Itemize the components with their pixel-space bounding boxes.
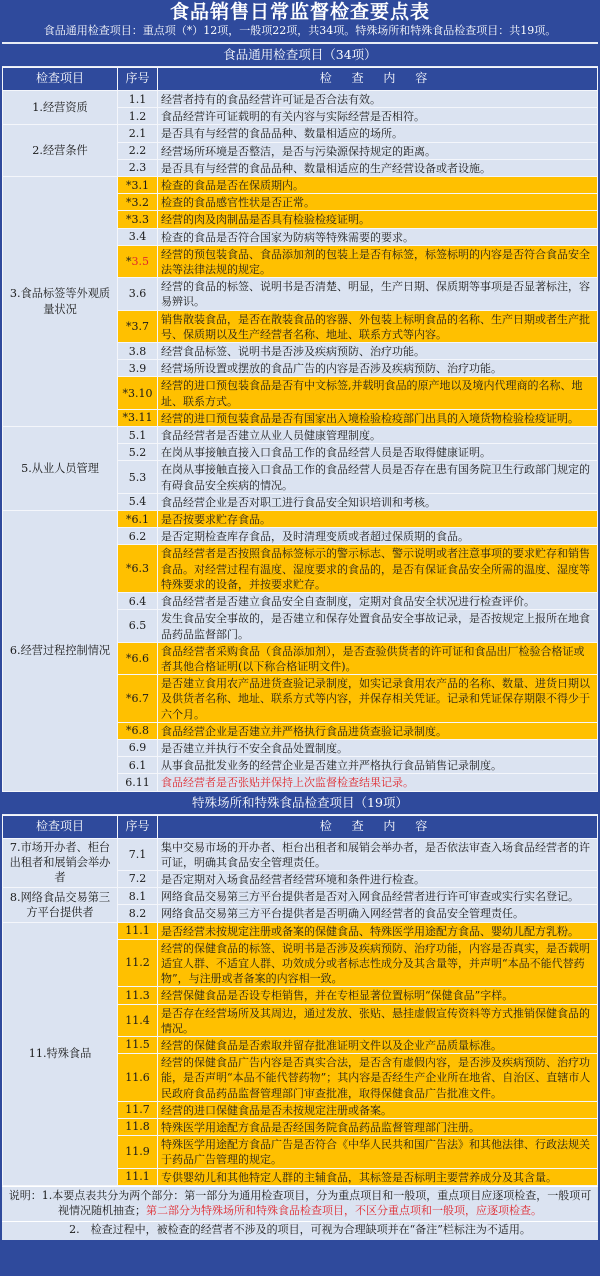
seq-cell: 6.1 [118,757,158,774]
seq-cell: 1.2 [118,108,158,125]
content-cell: 经营的肉及肉制品是否具有检验检疫证明。 [158,211,598,228]
column-header-category: 检查项目 [3,815,118,838]
seq-cell: *3.2 [118,194,158,211]
content-cell: 在岗从事接触直接入口食品工作的食品经营人员是否存在患有国务院卫生行政部门规定的有碍食品安全疾病的情况。 [158,461,598,493]
seq-cell: 6.11 [118,774,158,791]
seq-cell: *3.3 [118,211,158,228]
column-header-seq: 序号 [118,815,158,838]
column-header-seq: 序号 [118,68,158,91]
section-heading: 食品通用检查项目（34项） [2,44,598,67]
content-cell: 食品经营者是否建立从业人员健康管理制度。 [158,427,598,444]
inspection-sheet [2,0,598,1240]
content-cell: 经营保健食品是否设专柜销售，并在专柜显著位置标明“保健食品”字样。 [158,987,598,1004]
table-row [3,838,598,870]
content-cell: 是否定期对入场食品经营者经营环境和条件进行检查。 [158,870,598,887]
content-cell: 经营的进口预包装食品是否有国家出入境检验检疫部门出具的入境货物检验检疫证明。 [158,409,598,426]
seq-cell: 7.1 [118,838,158,870]
seq-cell: 8.2 [118,905,158,922]
content-cell: 销售散装食品，是否在散装食品的容器、外包装上标明食品的名称、生产日期或者生产批号、保质期以及生产经营者名称、地址、联系方式等内容。 [158,310,598,342]
content-cell: 食品经营企业是否对职工进行食品安全知识培训和考核。 [158,493,598,510]
table-row [3,177,598,194]
category-cell: 2.经营条件 [3,125,118,177]
seq-cell: 2.1 [118,125,158,142]
table-row [3,427,598,444]
content-cell: 是否定期检查库存食品，及时清理变质或者超过保质期的食品。 [158,528,598,545]
content-cell: 在岗从事接触直接入口食品工作的食品经营人员是否取得健康证明。 [158,444,598,461]
column-header-category: 检查项目 [3,68,118,91]
category-cell: 5.从业人员管理 [3,427,118,511]
seq-cell [118,245,158,277]
content-cell: 网络食品交易第三方平台提供者是否对入网食品经营者进行许可审查或实行实名登记。 [158,888,598,905]
seq-cell: 2.2 [118,142,158,159]
sections-container [2,44,598,1186]
seq-cell: *3.10 [118,377,158,409]
seq-cell: 2.3 [118,159,158,176]
content-cell: 食品经营者是否张贴并保持上次监督检查结果记录。 [158,774,598,791]
seq-cell: *6.3 [118,545,158,593]
seq-cell: 6.9 [118,739,158,756]
seq-cell: 5.2 [118,444,158,461]
page-subtitle: 食品通用检查项目：重点项（*）12项，一般项22项，共34项。特殊场所和特殊食品检查项目：共19项。 [2,22,598,44]
content-cell: 是否经营未按规定注册或备案的保健食品、特殊医学用途配方食品、婴幼儿配方乳粉。 [158,922,598,939]
content-cell: 食品经营者采购食品（食品添加剂），是否查验供货者的许可证和食品出厂检验合格证或者其他合格证明(以下称合格证明文件)。 [158,642,598,674]
content-cell: 发生食品安全事故的，是否建立和保存处置食品安全事故记录，是否按规定上报所在地食品药品监督部门。 [158,610,598,642]
content-cell: 网络食品交易第三方平台提供者是否明确入网经营者的食品安全管理责任。 [158,905,598,922]
content-cell: 经营的保健食品是否索取并留存批准证明文件以及企业产品质量标准。 [158,1036,598,1053]
seq-cell: *6.8 [118,722,158,739]
content-cell: 经营的进口保健食品是否未按规定注册或备案。 [158,1101,598,1118]
seq-cell: 6.2 [118,528,158,545]
seq-cell: 3.8 [118,343,158,360]
content-cell: 是否建立并执行不安全食品处置制度。 [158,739,598,756]
seq-cell: *6.7 [118,675,158,723]
column-header-row [3,815,598,838]
table-row [3,922,598,939]
table-row [3,511,598,528]
content-cell: 食品经营企业是否建立并严格执行食品进货查验记录制度。 [158,722,598,739]
seq-cell: 11.8 [118,1118,158,1135]
category-cell: 8.网络食品交易第三方平台提供者 [3,888,118,922]
inspection-table [2,815,598,1186]
note-1 [2,1186,598,1221]
inspection-table [2,67,598,792]
section-heading: 特殊场所和特殊食品检查项目（19项） [2,792,598,815]
category-cell: 1.经营资质 [3,91,118,125]
seq-cell: 11.7 [118,1101,158,1118]
seq-cell: 11.1 [118,1168,158,1185]
category-cell: 11.特殊食品 [3,922,118,1185]
content-cell: 经营的预包装食品、食品添加剂的包装上是否有标签，标签标明的内容是否符合食品安全法等法律法规的规定。 [158,245,598,277]
content-cell: 经营的进口预包装食品是否有中文标签,并载明食品的原产地以及境内代理商的名称、地址、联系方式。 [158,377,598,409]
column-header-row [3,68,598,91]
content-cell: 经营者持有的食品经营许可证是否合法有效。 [158,91,598,108]
content-cell: 从事食品批发业务的经营企业是否建立并严格执行食品销售记录制度。 [158,757,598,774]
content-cell: 是否存在经营场所及其周边，通过发放、张贴、悬挂虚假宣传资料等方式推销保健食品的情况。 [158,1004,598,1036]
content-cell: 是否具有与经营的食品品种、数量相适应的场所。 [158,125,598,142]
content-cell: 食品经营者是否建立食品安全自查制度，定期对食品安全状况进行检查评价。 [158,593,598,610]
seq-cell: 5.3 [118,461,158,493]
content-cell: 是否具有与经营的食品品种、数量相适应的生产经营设备或者设施。 [158,159,598,176]
page-title: 食品销售日常监督检查要点表 [169,1,430,23]
table-row [3,91,598,108]
seq-cell: 8.1 [118,888,158,905]
content-cell: 经营食品标签、说明书是否涉及疾病预防、治疗功能。 [158,343,598,360]
seq-cell: 11.6 [118,1054,158,1102]
note-1-text: 说明：1.本要点表共分为两个部分：第一部分为通用检查项目，分为重点项目和一般项，重点项目应逐项检查，一般项可视情况随机抽查； [8,1188,592,1218]
seq-cell: *3.7 [118,310,158,342]
content-cell: 经营场所环境是否整洁，是否与污染源保持规定的距离。 [158,142,598,159]
column-header-content: 检 查 内 容 [158,815,598,838]
seq-cell: *3.1 [118,177,158,194]
content-cell: 特殊医学用途配方食品是否经国务院食品药品监督管理部门注册。 [158,1118,598,1135]
content-cell: 检查的食品是否在保质期内。 [158,177,598,194]
content-cell: 经营的保健食品的标签、说明书是否涉及疾病预防、治疗功能，内容是否真实，是否载明适宜人群、不适宜人群、功效成分或者标志性成分及其含量等，并声明“本品不能代替药物”，与注册或者备案的内容相一致。 [158,939,598,987]
column-header-content: 检 查 内 容 [158,68,598,91]
seq-cell: *6.6 [118,642,158,674]
table-row [3,888,598,905]
content-cell: 检查的食品感官性状是否正常。 [158,194,598,211]
note-1-red-text: 第二部分为特殊场所和特殊食品检查项目，不区分重点项和一般项，应逐项检查。 [146,1204,542,1218]
content-cell: 是否按要求贮存食品。 [158,511,598,528]
seq-cell: *6.1 [118,511,158,528]
content-cell: 是否建立食用农产品进货查验记录制度，如实记录食用农产品的名称、数量、进货日期以及供货者名称、地址、联系方式等内容，并保存相关凭证。记录和凭证保存期限不得少于六个月。 [158,675,598,723]
seq-cell: 6.4 [118,593,158,610]
content-cell: 食品经营者是否按照食品标签标示的警示标志、警示说明或者注意事项的要求贮存和销售食品。对经营过程有温度、湿度要求的食品的，是否有保证食品安全所需的温度、湿度等特殊要求的设备，并按要求贮存。 [158,545,598,593]
seq-cell: 3.9 [118,360,158,377]
content-cell: 经营的保健食品广告内容是否真实合法，是否含有虚假内容，是否涉及疾病预防、治疗功能，是否声明“本品不能代替药物”；其内容是否经生产企业所在地省、自治区、直辖市人民政府食品药品监督管理部门审查批准，取得保健食品广告批准文件。 [158,1054,598,1102]
seq-cell: 6.5 [118,610,158,642]
content-cell: 食品经营许可证载明的有关内容与实际经营是否相符。 [158,108,598,125]
content-cell: 经营的食品的标签、说明书是否清楚、明显，生产日期、保质期等事项是否显著标注，容易辨识。 [158,278,598,310]
seq-cell: *3.11 [118,409,158,426]
category-cell: 6.经营过程控制情况 [3,511,118,791]
seq-cell: 7.2 [118,870,158,887]
table-row [3,125,598,142]
seq-cell: 11.3 [118,987,158,1004]
seq-number: *3.5 [126,254,149,268]
seq-cell: 1.1 [118,91,158,108]
content-cell: 集中交易市场的开办者、柜台出租者和展销会举办者，是否依法审查入场食品经营者的许可证，明确其食品安全管理责任。 [158,838,598,870]
seq-cell: 3.4 [118,228,158,245]
content-cell: 经营场所设置或摆放的食品广告的内容是否涉及疾病预防、治疗功能。 [158,360,598,377]
seq-cell: 11.1 [118,922,158,939]
category-cell: 3.食品标签等外观质量状况 [3,177,118,427]
content-cell: 检查的食品是否符合国家为防病等特殊需要的要求。 [158,228,598,245]
seq-cell: 3.6 [118,278,158,310]
category-cell: 7.市场开办者、柜台出租者和展销会举办者 [3,838,118,888]
seq-cell: 11.9 [118,1136,158,1168]
seq-cell: 11.2 [118,939,158,987]
note-2: 2. 检查过程中，被检查的经营者不涉及的项目，可视为合理缺项并在“备注”栏标注为不适用。 [2,1221,598,1240]
seq-cell: 11.5 [118,1036,158,1053]
seq-cell: 11.4 [118,1004,158,1036]
content-cell: 特殊医学用途配方食品广告是否符合《中华人民共和国广告法》和其他法律、行政法规关于药品广告管理的规定。 [158,1136,598,1168]
seq-cell: 5.4 [118,493,158,510]
seq-cell: 5.1 [118,427,158,444]
content-cell: 专供婴幼儿和其他特定人群的主辅食品，其标签是否标明主要营养成分及其含量。 [158,1168,598,1185]
